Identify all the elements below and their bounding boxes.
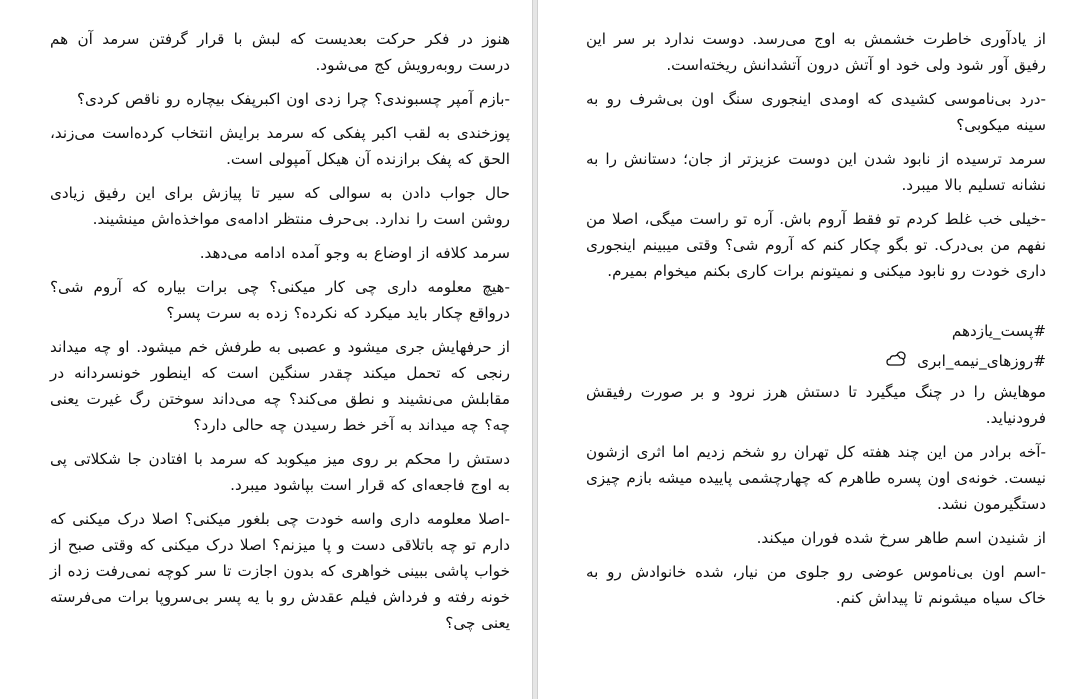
left-paragraph-8: دستش را محکم بر روی میز میکوبد که سرمد با افتادن جا شکلاتی پی به اوج فاجعه‌ای که قرار است بپاشود میبرد.: [50, 450, 510, 494]
right-paragraph-7: از شنیدن اسم طاهر سرخ شده فوران میکند.: [756, 528, 1046, 547]
right-paragraph-5: موهایش را در چنگ میگیرد تا دستش هرز نرود و بر صورت رفیقش فرودنیاید.: [586, 382, 1046, 427]
left-paragraph-3: پوزخندی به لقب اکبر پفکی که سرمد برایش انتخاب کرده‌است می‌زند، الحق که پفک برازنده آن هیکل آمپولی است.: [50, 124, 510, 168]
right-paragraph-8: -اسم اون بی‌ناموس عوضی رو جلوی من نیار، شده خانوادش رو به خاک سیاه میشونم تا پیداش کنم.: [586, 562, 1046, 607]
left-paragraph-7: از حرفهایش جری میشود و عصبی به طرفش خم میشود. او چه میداند رنجی که تحمل میکند چقدر سنگین است که اینطور خونسردانه در مقابلش می‌نشیند و نطق می‌کند؟ چه می‌داند سوختن رگ غیرت یعنی چه؟ چه میداند به آخر خط رسیدن چه حالی دارد؟: [50, 338, 510, 434]
right-paragraph-3: سرمد ترسیده از نابود شدن این دوست عزیزتر از جان؛ دستانش را به نشانه تسلیم بالا میبرد.: [586, 150, 1046, 194]
left-paragraph-1: هنوز در فکر حرکت بعدیست که لبش با قرار گرفتن سرمد آن هم درست روبه‌رویش کج می‌شود.: [50, 30, 510, 74]
section-spacer: [586, 292, 1046, 318]
right-page: [538, 0, 1068, 699]
right-paragraph-6: -آخه برادر من این چند هفته کل تهران رو شخم زدیم اما اثری ازشون نیست. خونه‌ی اون پسره طاهرم که چهارچشمی پاییده میشه بازم چیزی دستگیرمون نشد.: [586, 442, 1046, 513]
left-paragraph-5: سرمد کلافه از اوضاع به وجو آمده ادامه می‌دهد.: [199, 244, 510, 262]
left-paragraph-2: -بازم آمپر چسبوندی؟ چرا زدی اون اکبرپفک بیچاره رو ناقص کردی؟: [76, 90, 510, 108]
left-page: [0, 0, 532, 699]
cloud-icon: [886, 349, 908, 375]
right-paragraph-1: از یادآوری خاطرت خشمش به اوج می‌رسد. دوست ندارد بر سر این رفیق آور شود ولی خود او آتش درون آتشدانش ریخته‌است.: [586, 30, 1046, 74]
hashtag-days-line: [586, 348, 1046, 375]
right-paragraph-2: -درد بی‌ناموسی کشیدی که اومدی اینجوری سنگ اون بی‌شرف رو به سینه میکوبی؟: [586, 90, 1046, 134]
right-paragraph-4: -خیلی خب غلط کردم تو فقط آروم باش. آره تو راست میگی، اصلا من نفهم من بی‌درک. تو بگو چکار کنم که آروم شی؟ وقتی میبینم اینجوری داری خودت رو نابود میکنی و نمیتونم برات کاری بکنم میخوام بمیرم.: [586, 210, 1046, 280]
hashtag-post: #پست_یازدهم: [951, 322, 1046, 340]
hashtag-days: #روزهای_نیمه_ابری: [917, 352, 1046, 370]
left-paragraph-9: -اصلا معلومه داری واسه خودت چی بلغور میکنی؟ اصلا درک میکنی که دارم تو چه باتلاقی دست و پا میزنم؟ اصلا درک میکنی که وقتی صبح از خواب پاشی ببینی خواهری که بدون اجازت تا سر کوچه نمی‌رفت زده از خونه رفته و فرداش فیلم عقدش رو با یه پسر بی‌سروپا برات می‌فرسته یعنی چی؟: [50, 510, 510, 632]
left-paragraph-4: حال جواب دادن به سوالی که سیر تا پیازش برای این رفیق زیادی روشن است را ندارد. بی‌حرف منتظر ادامه‌ی مواخذه‌اش مینشیند.: [50, 184, 510, 228]
left-paragraph-6: -هیچ معلومه داری چی کار میکنی؟ چی برات بیاره که آروم شی؟ درواقع چکار باید میکرد که نکرده؟ زده به سرت پسر؟: [50, 278, 510, 322]
